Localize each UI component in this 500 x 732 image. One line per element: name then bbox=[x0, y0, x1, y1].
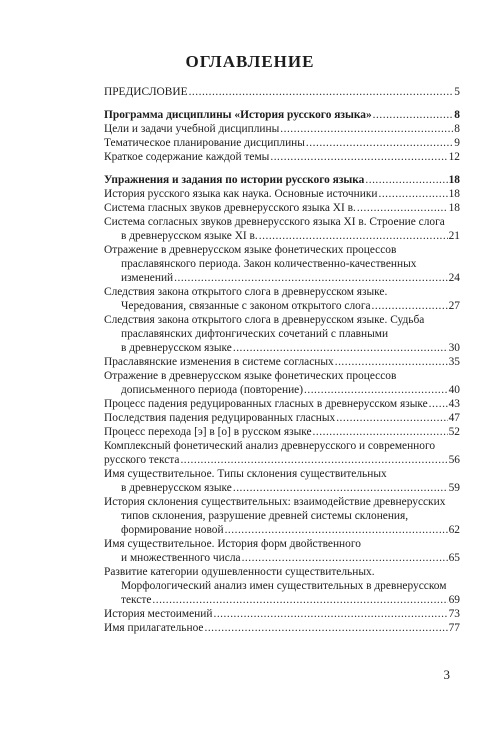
toc-entry-title: формирование новой bbox=[121, 524, 224, 536]
toc-entry-line bbox=[104, 523, 460, 537]
toc-entry bbox=[104, 187, 460, 201]
toc-entry-line bbox=[104, 397, 460, 411]
toc-entry-title: тексте bbox=[121, 594, 152, 606]
toc-entry-line bbox=[104, 201, 460, 215]
dot-leader bbox=[373, 108, 454, 122]
toc-entry-line bbox=[104, 607, 460, 621]
toc-entry bbox=[104, 621, 460, 635]
toc-entry bbox=[104, 201, 460, 215]
toc-entry-line bbox=[104, 85, 460, 99]
toc-entry-title: Упражнения и задания по истории русского языка bbox=[104, 174, 365, 186]
toc-entry-title: Краткое содержание каждой темы bbox=[104, 151, 270, 163]
toc-entry-text-line: Отражение в древнерусском языке фонетических процессов bbox=[104, 244, 397, 256]
toc-entry-title: Процесс перехода [э] в [о] в русском языке bbox=[104, 426, 312, 438]
toc-entry-line bbox=[104, 551, 460, 565]
toc-entry-text-line: Морфологический анализ имен существительных в древнерусском bbox=[121, 580, 447, 592]
toc-entry-text-line: Отражение в древнерусском языке фонетических процессов bbox=[104, 370, 397, 382]
toc-entry-text-line: праславянского периода. Закон количественно-качественных bbox=[121, 258, 417, 270]
toc-entry-title: Программа дисциплины «История русского языка» bbox=[104, 109, 372, 121]
page-title: ОГЛАВЛЕНИЕ bbox=[185, 52, 315, 71]
toc-page-number: 30 bbox=[448, 342, 460, 354]
toc-entry-line bbox=[104, 187, 460, 201]
toc-entry bbox=[104, 397, 460, 411]
toc-entry bbox=[104, 173, 460, 187]
dot-leader bbox=[233, 481, 448, 495]
dot-leader bbox=[204, 621, 447, 635]
toc-entry-title: Тематическое планирование дисциплины bbox=[104, 137, 305, 149]
toc-entry bbox=[104, 425, 460, 439]
toc-entry-title: Процесс падения редуцированных гласных в древнерусском языке bbox=[104, 398, 428, 410]
toc-entry-line bbox=[104, 481, 460, 495]
toc-page-number: 12 bbox=[448, 151, 460, 163]
toc-page-number: 24 bbox=[448, 272, 460, 284]
toc-entry bbox=[104, 215, 460, 243]
toc-page-number: 18 bbox=[448, 202, 460, 214]
toc-entry-text-line: Система согласных звуков древнерусского языка XI в. Строение слога bbox=[104, 216, 445, 228]
toc-page-number: 59 bbox=[448, 482, 460, 494]
toc-page-number: 43 bbox=[448, 398, 460, 410]
toc-entry bbox=[104, 411, 460, 425]
toc-page-number: 8 bbox=[454, 123, 460, 135]
toc-entry bbox=[104, 108, 460, 122]
dot-leader bbox=[180, 453, 447, 467]
toc-entry-text-line: Развитие категории одушевленности существительных. bbox=[104, 566, 375, 578]
dot-leader bbox=[189, 85, 454, 99]
toc-entry-title: изменений bbox=[121, 272, 174, 284]
toc-page-number: 9 bbox=[454, 137, 460, 149]
toc-page-number: 18 bbox=[448, 174, 460, 186]
toc-entry-title: Чередования, связанные с законом открытого слога bbox=[121, 300, 371, 312]
toc-entry bbox=[104, 495, 460, 537]
dot-leader bbox=[280, 122, 453, 136]
toc-entry-text-line: типов склонения, разрушение древней системы склонения, bbox=[121, 510, 409, 522]
toc-entry-title: русского текста bbox=[104, 454, 180, 466]
toc-entry-title: в древнерусском языке XI в. bbox=[121, 230, 258, 242]
dot-leader bbox=[270, 150, 447, 164]
toc-entry-title: Система гласных звуков древнерусского языка XI в. bbox=[104, 202, 356, 214]
toc-entry-text-line: Имя существительное. Типы склонения существительных bbox=[104, 468, 387, 480]
toc-page-number: 40 bbox=[448, 384, 460, 396]
dot-leader bbox=[174, 271, 447, 285]
toc-entry-line bbox=[104, 411, 460, 425]
toc-entry-title: Праславянские изменения в системе согласных bbox=[104, 356, 334, 368]
toc-entry-text-line: праславянских дифтонгических сочетаний с плавными bbox=[121, 328, 389, 340]
toc-entry-title: Цели и задачи учебной дисциплины bbox=[104, 123, 280, 135]
toc-entry bbox=[104, 537, 460, 565]
toc-entry-line bbox=[104, 621, 460, 635]
toc-entry-title: в древнерусском языке bbox=[121, 342, 232, 354]
toc-page-number: 27 bbox=[448, 300, 460, 312]
toc-page-number: 47 bbox=[448, 412, 460, 424]
toc-entry-line bbox=[104, 173, 460, 187]
dot-leader bbox=[152, 593, 447, 607]
toc-page-number: 73 bbox=[448, 608, 460, 620]
toc-entry-title: Имя прилагательное bbox=[104, 622, 204, 634]
toc-page-number: 21 bbox=[448, 230, 460, 242]
table-of-contents bbox=[104, 85, 460, 635]
page-number: 3 bbox=[443, 667, 450, 682]
dot-leader bbox=[378, 187, 447, 201]
toc-entry bbox=[104, 285, 460, 313]
dot-leader bbox=[365, 173, 447, 187]
toc-entry bbox=[104, 355, 460, 369]
toc-entry-line bbox=[104, 355, 460, 369]
toc-entry-text-line: Имя существительное. История форм двойственного bbox=[104, 538, 361, 550]
toc-entry-line bbox=[104, 136, 460, 150]
dot-leader bbox=[259, 229, 448, 243]
toc-entry-line bbox=[104, 229, 460, 243]
toc-entry-line bbox=[104, 108, 460, 122]
toc-entry bbox=[104, 136, 460, 150]
toc-page-number: 52 bbox=[448, 426, 460, 438]
toc-entry bbox=[104, 467, 460, 495]
toc-entry bbox=[104, 565, 460, 607]
toc-entry bbox=[104, 150, 460, 164]
toc-entry-text-line: Комплексный фонетический анализ древнерусского и современного bbox=[104, 440, 436, 452]
toc-entry-text-line: Следствия закона открытого слога в древнерусском языке. Судьба bbox=[104, 314, 425, 326]
dot-leader bbox=[242, 551, 448, 565]
toc-entry-text-line: История склонения существительных: взаимодействие древнерусских bbox=[104, 496, 446, 508]
dot-leader bbox=[357, 201, 448, 215]
toc-entry-line bbox=[104, 122, 460, 136]
toc-page-number: 5 bbox=[454, 86, 460, 98]
toc-page-number: 8 bbox=[454, 109, 460, 121]
toc-page-number: 18 bbox=[448, 188, 460, 200]
dot-leader bbox=[225, 523, 448, 537]
toc-entry-line bbox=[104, 453, 460, 467]
dot-leader bbox=[304, 383, 448, 397]
toc-page-number: 56 bbox=[448, 454, 460, 466]
toc-entry-title: в древнерусском языке bbox=[121, 482, 232, 494]
dot-leader bbox=[313, 425, 448, 439]
toc-entry bbox=[104, 313, 460, 355]
toc-entry bbox=[104, 243, 460, 285]
toc-page-number: 62 bbox=[448, 524, 460, 536]
toc-entry-title: дописьменного периода (повторение) bbox=[121, 384, 304, 396]
toc-entry-line bbox=[104, 341, 460, 355]
toc-entry-title: и множественного числа bbox=[121, 552, 241, 564]
dot-leader bbox=[429, 397, 448, 411]
dot-leader bbox=[372, 299, 448, 313]
toc-entry-line bbox=[104, 593, 460, 607]
toc-entry-line bbox=[104, 425, 460, 439]
dot-leader bbox=[233, 341, 448, 355]
toc-entry-title: Последствия падения редуцированных гласных bbox=[104, 412, 336, 424]
toc-page-number: 35 bbox=[448, 356, 460, 368]
toc-entry-title: История местоимений bbox=[104, 608, 213, 620]
toc-page-number: 65 bbox=[448, 552, 460, 564]
toc-page-number: 77 bbox=[448, 622, 460, 634]
dot-leader bbox=[306, 136, 453, 150]
toc-page-number: 69 bbox=[448, 594, 460, 606]
toc-entry-line bbox=[104, 271, 460, 285]
toc-entry bbox=[104, 369, 460, 397]
dot-leader bbox=[336, 411, 447, 425]
toc-entry bbox=[104, 85, 460, 99]
toc-entry bbox=[104, 439, 460, 467]
toc-entry-line bbox=[104, 383, 460, 397]
toc-entry-title: ПРЕДИСЛОВИЕ bbox=[104, 86, 188, 98]
toc-entry bbox=[104, 607, 460, 621]
toc-entry-line bbox=[104, 150, 460, 164]
toc-entry-title: История русского языка как наука. Основные источники bbox=[104, 188, 378, 200]
toc-entry-line bbox=[104, 299, 460, 313]
toc-entry-text-line: Следствия закона открытого слога в древнерусском языке. bbox=[104, 286, 388, 298]
dot-leader bbox=[335, 355, 448, 369]
toc-entry bbox=[104, 122, 460, 136]
dot-leader bbox=[213, 607, 447, 621]
